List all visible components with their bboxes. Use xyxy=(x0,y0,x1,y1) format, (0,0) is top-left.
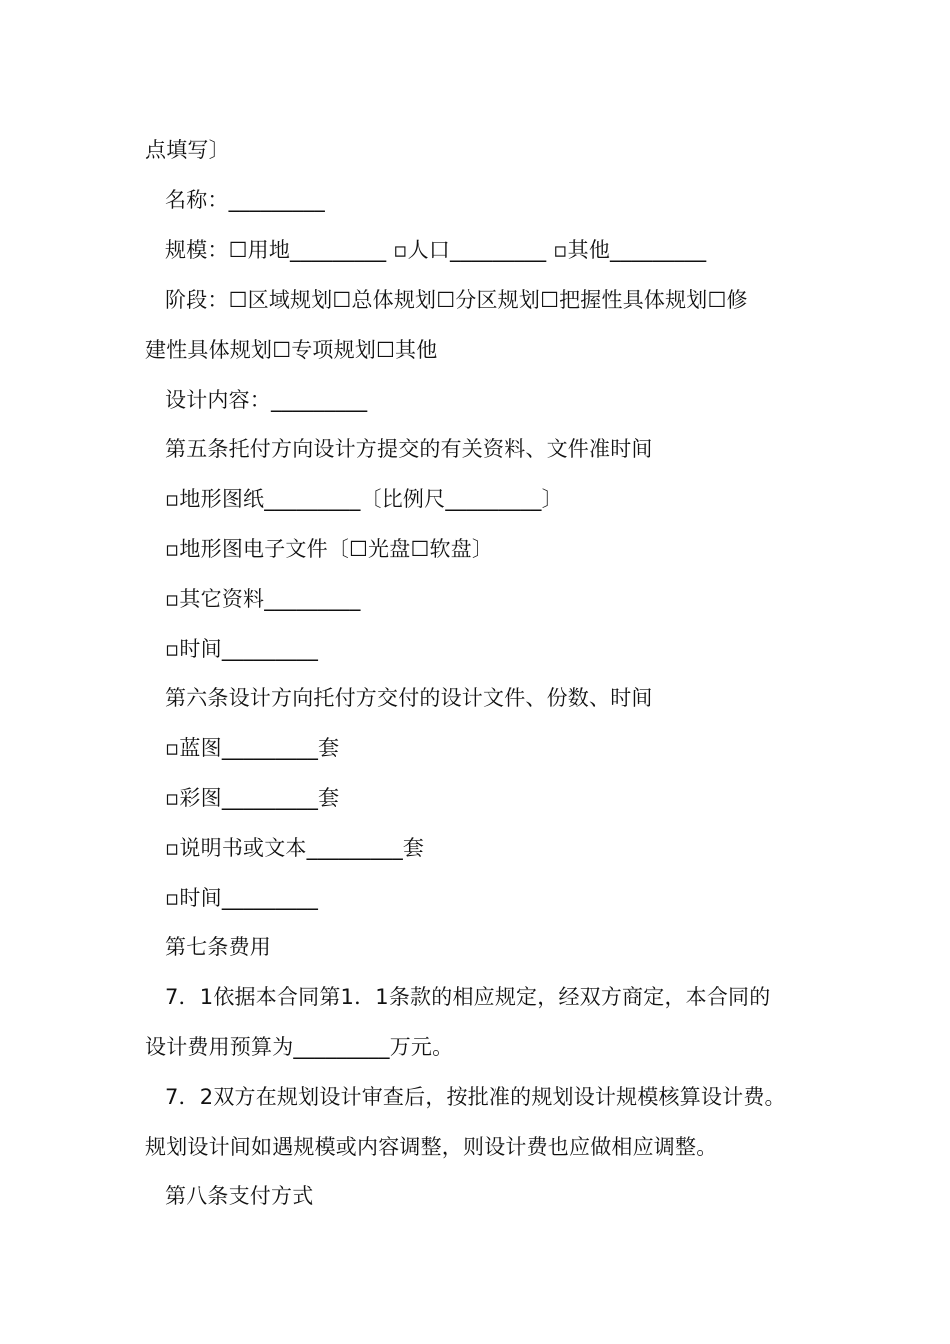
name-field-line: 名称：_________ xyxy=(165,188,325,212)
clause-7-2-continued: 规划设计间如遇规模或内容调整，则设计费也应做相应调整。 xyxy=(145,1135,718,1159)
list-item: ▫说明书或文本_________套 xyxy=(165,836,425,860)
list-item: ▫其它资料_________ xyxy=(165,587,361,611)
list-item: ▫地形图纸_________〔比例尺_________〕 xyxy=(165,487,563,511)
stage-field-line-continued: 建性具体规划☐专项规划☐其他 xyxy=(145,338,438,362)
scale-field-line: 规模：☐用地_________ ▫人口_________ ▫其他_________ xyxy=(165,238,707,262)
article-8-heading: 第八条支付方式 xyxy=(165,1184,314,1208)
list-item: ▫时间_________ xyxy=(165,886,319,910)
design-content-line: 设计内容：_________ xyxy=(165,388,368,412)
article-7-heading: 第七条费用 xyxy=(165,935,271,959)
stage-field-line: 阶段：☐区域规划☐总体规划☐分区规划☐把握性具体规划☐修 xyxy=(165,288,748,312)
clause-7-1-continued: 设计费用预算为_________万元。 xyxy=(145,1035,454,1059)
article-6-heading: 第六条设计方向托付方交付的设计文件、份数、时间 xyxy=(165,686,653,710)
list-item: ▫彩图_________套 xyxy=(165,786,340,810)
clause-7-1: 7．1依据本合同第1．1条款的相应规定，经双方商定，本合同的 xyxy=(165,985,771,1009)
list-item: ▫地形图电子文件〔☐光盘☐软盘〕 xyxy=(165,537,494,561)
clause-7-2: 7．2双方在规划设计审查后，按批准的规划设计规模核算设计费。 xyxy=(165,1085,786,1109)
article-5-heading: 第五条托付方向设计方提交的有关资料、文件准时间 xyxy=(165,437,653,461)
list-item: ▫时间_________ xyxy=(165,637,319,661)
text-line: 点填写〕 xyxy=(145,138,230,162)
list-item: ▫蓝图_________套 xyxy=(165,736,340,760)
